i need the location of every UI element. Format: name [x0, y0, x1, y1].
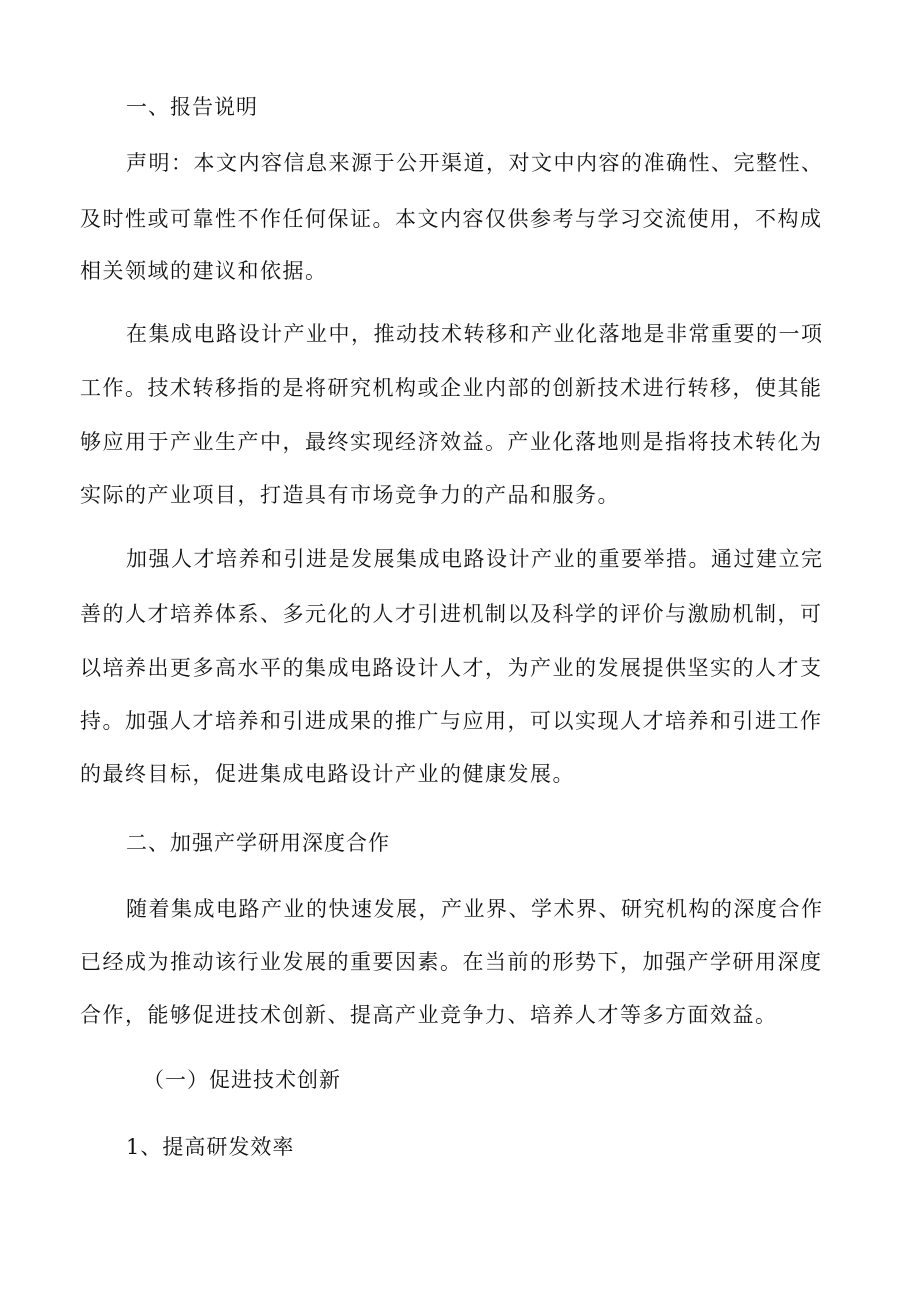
disclaimer-line-2: 及时性或可靠性不作任何保证。本文内容仅供参考与学习交流使用，不构成 — [80, 207, 823, 231]
section-heading-cooperation: 二、加强产学研用深度合作 — [126, 831, 390, 855]
paragraph-line: 工作。技术转移指的是将研究机构或企业内部的创新技术进行转移，使其能 — [80, 376, 823, 400]
paragraph-line: 随着集成电路产业的快速发展，产业界、学术界、研究机构的深度合作 — [126, 897, 824, 921]
subsection-heading: （一）促进技术创新 — [143, 1068, 341, 1092]
disclaimer-line-1: 声明：本文内容信息来源于公开渠道，对文中内容的准确性、完整性、 — [126, 151, 824, 175]
paragraph-line: 实际的产业项目，打造具有市场竞争力的产品和服务。 — [80, 483, 620, 507]
disclaimer-line-3: 相关领域的建议和依据。 — [80, 259, 328, 283]
paragraph-line: 善的人才培养体系、多元化的人才引进机制以及科学的评价与激励机制，可 — [80, 602, 823, 626]
section-heading-report: 一、报告说明 — [126, 95, 258, 119]
paragraph-line: 持。加强人才培养和引进成果的推广与应用，可以实现人才培养和引进工作 — [80, 709, 823, 733]
paragraph-line: 已经成为推动该行业发展的重要因素。在当前的形势下，加强产学研用深度 — [80, 950, 823, 974]
paragraph-line: 加强人才培养和引进是发展集成电路设计产业的重要举措。通过建立完 — [126, 547, 824, 571]
paragraph-line: 以培养出更多高水平的集成电路设计人才，为产业的发展提供坚实的人才支 — [80, 656, 823, 680]
paragraph-line: 合作，能够促进技术创新、提高产业竞争力、培养人才等多方面效益。 — [80, 1003, 778, 1027]
paragraph-line: 够应用于产业生产中，最终实现经济效益。产业化落地则是指将技术转化为 — [80, 430, 823, 454]
paragraph-line: 的最终目标，促进集成电路设计产业的健康发展。 — [80, 762, 575, 786]
item-heading: 1、提高研发效率 — [126, 1135, 295, 1159]
paragraph-line: 在集成电路设计产业中，推动技术转移和产业化落地是非常重要的一项 — [126, 322, 824, 346]
